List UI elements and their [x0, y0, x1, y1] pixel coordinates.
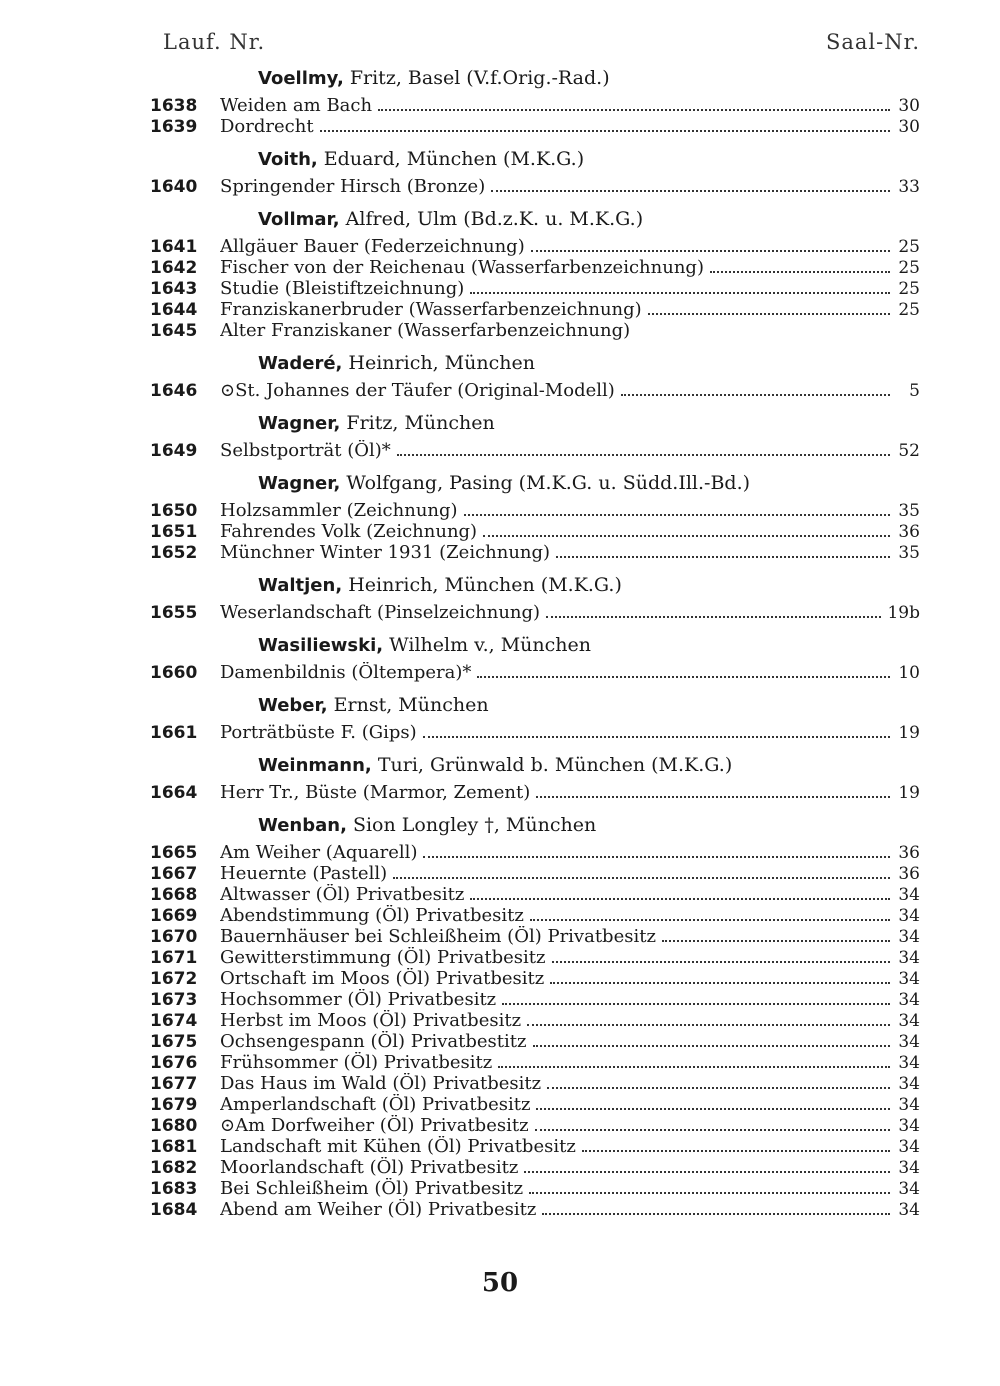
entry-title: Amperlandschaft (Öl) Privatbesitz	[220, 1094, 531, 1115]
entry-hall-number: 25	[898, 300, 920, 320]
entry-number: 1682	[150, 1158, 198, 1178]
entry-hall-number: 34	[898, 1158, 920, 1178]
entry-number: 1683	[150, 1179, 198, 1199]
entry-hall-number: 52	[898, 441, 920, 461]
entry-hall-number: 34	[898, 1200, 920, 1220]
entry-number: 1638	[150, 96, 198, 116]
dot-leader	[483, 535, 890, 537]
entry-title: Am Weiher (Aquarell)	[220, 842, 418, 863]
artist-name: Voith,	[258, 149, 318, 170]
artist-heading	[150, 351, 920, 376]
entry-title: Weserlandschaft (Pinselzeichnung)	[220, 602, 541, 623]
entry-hall-number: 34	[898, 1011, 920, 1031]
dot-leader	[320, 130, 890, 132]
entry-title: Bauernhäuser bei Schleißheim (Öl) Privatbesitz	[220, 926, 656, 947]
catalog-entry	[150, 257, 920, 278]
entry-title: Herbst im Moos (Öl) Privatbesitz	[220, 1010, 522, 1031]
dot-leader	[536, 1108, 890, 1110]
entry-number: 1652	[150, 543, 198, 563]
entry-title: Hochsommer (Öl) Privatbesitz	[220, 989, 497, 1010]
dot-leader	[556, 556, 890, 558]
artist-details: Turi, Grünwald b. München (M.K.G.)	[377, 754, 733, 776]
entry-title: Alter Franziskaner (Wasserfarbenzeichnung)	[220, 320, 631, 341]
dot-leader	[423, 856, 890, 858]
catalog-entry	[150, 1136, 920, 1157]
dot-leader	[710, 271, 890, 273]
catalog-entry	[150, 521, 920, 542]
entry-hall-number: 19	[898, 783, 920, 803]
entry-title: Weiden am Bach	[220, 95, 373, 116]
entry-number: 1664	[150, 783, 198, 803]
entry-hall-number: 35	[898, 543, 920, 563]
entry-number: 1681	[150, 1137, 198, 1157]
entry-hall-number: 36	[898, 864, 920, 884]
dot-leader	[536, 796, 890, 798]
dot-leader	[547, 1087, 890, 1089]
entry-title: Fischer von der Reichenau (Wasserfarbenzeichnung)	[220, 257, 704, 278]
entry-number: 1673	[150, 990, 198, 1010]
dot-leader	[662, 940, 890, 942]
entry-number: 1650	[150, 501, 198, 521]
entry-number: 1680	[150, 1116, 198, 1136]
dot-leader	[524, 1171, 890, 1173]
entry-title: Holzsammler (Zeichnung)	[220, 500, 458, 521]
dot-leader	[533, 1045, 891, 1047]
entry-hall-number: 34	[898, 990, 920, 1010]
entry-hall-number: 34	[898, 906, 920, 926]
entry-title: Ochsengespann (Öl) Privatbestitz	[220, 1031, 527, 1052]
entry-number: 1676	[150, 1053, 198, 1073]
entry-number: 1670	[150, 927, 198, 947]
entry-number: 1641	[150, 237, 198, 257]
catalog-entry	[150, 500, 920, 521]
entry-title: Springender Hirsch (Bronze)	[220, 176, 486, 197]
artist-heading	[150, 753, 920, 778]
artist-details: Eduard, München (M.K.G.)	[323, 148, 585, 170]
artist-heading	[150, 813, 920, 838]
dot-leader	[491, 190, 890, 192]
dot-leader	[531, 250, 890, 252]
artist-name: Weber,	[258, 695, 328, 716]
entry-title: Bei Schleißheim (Öl) Privatbesitz	[220, 1178, 524, 1199]
entry-number: 1674	[150, 1011, 198, 1031]
entry-title: Porträtbüste F. (Gips)	[220, 722, 417, 743]
dot-leader	[529, 1192, 890, 1194]
entry-hall-number: 5	[909, 381, 920, 401]
column-header-running-number: Lauf. Nr.	[163, 30, 266, 54]
entry-hall-number: 36	[898, 843, 920, 863]
entry-hall-number: 34	[898, 969, 920, 989]
catalog-entry	[150, 95, 920, 116]
dot-leader	[550, 982, 890, 984]
dot-leader	[502, 1003, 890, 1005]
dot-leader	[464, 514, 890, 516]
entry-number: 1672	[150, 969, 198, 989]
entry-hall-number: 30	[898, 117, 920, 137]
entry-title: Franziskanerbruder (Wasserfarbenzeichnung)	[220, 299, 642, 320]
entry-title: ⊙St. Johannes der Täufer (Original-Modell)	[220, 380, 615, 401]
artist-heading	[150, 207, 920, 232]
catalog-entry	[150, 440, 920, 461]
artist-heading	[150, 573, 920, 598]
artist-name: Waderé,	[258, 353, 343, 374]
entry-hall-number: 34	[898, 1053, 920, 1073]
entry-title: Fahrendes Volk (Zeichnung)	[220, 521, 478, 542]
entry-hall-number: 34	[898, 1137, 920, 1157]
entry-title: Abend am Weiher (Öl) Privatbesitz	[220, 1199, 537, 1220]
entry-number: 1660	[150, 663, 198, 683]
entry-title: Damenbildnis (Öltempera)*	[220, 662, 472, 683]
dot-leader	[552, 961, 891, 963]
catalog-entry	[150, 863, 920, 884]
artist-details: Fritz, München	[346, 412, 495, 434]
catalog-entry	[150, 905, 920, 926]
dot-leader	[621, 394, 890, 396]
entry-hall-number: 34	[898, 1074, 920, 1094]
artist-details: Fritz, Basel (V.f.Orig.-Rad.)	[349, 67, 610, 89]
artist-name: Vollmar,	[258, 209, 340, 230]
entry-hall-number: 30	[898, 96, 920, 116]
entry-number: 1646	[150, 381, 198, 401]
entry-hall-number: 10	[898, 663, 920, 683]
entry-number: 1642	[150, 258, 198, 278]
entry-hall-number: 34	[898, 1095, 920, 1115]
catalog-entry	[150, 116, 920, 137]
entry-number: 1640	[150, 177, 198, 197]
entry-title: Altwasser (Öl) Privatbesitz	[220, 884, 465, 905]
artist-name: Wagner,	[258, 473, 341, 494]
dot-leader	[530, 919, 890, 921]
catalog-entry	[150, 722, 920, 743]
dot-leader	[535, 1129, 890, 1131]
entry-number: 1665	[150, 843, 198, 863]
artist-details: Heinrich, München (M.K.G.)	[348, 574, 622, 596]
entry-number: 1671	[150, 948, 198, 968]
entry-hall-number: 25	[898, 279, 920, 299]
entry-number: 1645	[150, 321, 198, 341]
dot-leader	[546, 616, 881, 618]
dot-leader	[648, 313, 890, 315]
entry-title: ⊙Am Dorfweiher (Öl) Privatbesitz	[220, 1115, 529, 1136]
catalog-entry	[150, 602, 920, 623]
entry-number: 1669	[150, 906, 198, 926]
artist-heading	[150, 66, 920, 91]
entry-number: 1649	[150, 441, 198, 461]
catalog-entry	[150, 1073, 920, 1094]
catalog-entry	[150, 989, 920, 1010]
entry-number: 1655	[150, 603, 198, 623]
catalog-entry	[150, 1157, 920, 1178]
entry-hall-number: 34	[898, 1032, 920, 1052]
entry-title: Selbstporträt (Öl)*	[220, 440, 391, 461]
catalog-entry	[150, 1094, 920, 1115]
catalog-entry	[150, 1199, 920, 1220]
artist-details: Heinrich, München	[348, 352, 535, 374]
entry-hall-number: 34	[898, 927, 920, 947]
entry-number: 1677	[150, 1074, 198, 1094]
artist-details: Ernst, München	[333, 694, 489, 716]
entry-hall-number: 34	[898, 948, 920, 968]
dot-leader	[470, 292, 890, 294]
entry-number: 1661	[150, 723, 198, 743]
entry-hall-number: 25	[898, 258, 920, 278]
catalog-entry	[150, 1178, 920, 1199]
dot-leader	[477, 676, 890, 678]
artist-details: Wolfgang, Pasing (M.K.G. u. Südd.Ill.-Bd.)	[346, 472, 751, 494]
catalog-entry	[150, 662, 920, 683]
entry-number: 1639	[150, 117, 198, 137]
catalog-entry	[150, 947, 920, 968]
entry-number: 1644	[150, 300, 198, 320]
entry-hall-number: 34	[898, 885, 920, 905]
entry-number: 1651	[150, 522, 198, 542]
artist-name: Voellmy,	[258, 68, 344, 89]
catalog-entry	[150, 176, 920, 197]
artist-name: Weinmann,	[258, 755, 372, 776]
entry-title: Allgäuer Bauer (Federzeichnung)	[220, 236, 525, 257]
dot-leader	[470, 898, 890, 900]
dot-leader	[582, 1150, 890, 1152]
entry-number: 1667	[150, 864, 198, 884]
catalog-entry	[150, 1010, 920, 1031]
catalog-entry	[150, 1115, 920, 1136]
entry-title: Studie (Bleistiftzeichnung)	[220, 278, 465, 299]
entry-number: 1668	[150, 885, 198, 905]
catalog-entry	[150, 926, 920, 947]
catalog-entry	[150, 884, 920, 905]
catalog-entry	[150, 1052, 920, 1073]
entry-title: Moorlandschaft (Öl) Privatbesitz	[220, 1157, 519, 1178]
catalog-entry	[150, 380, 920, 401]
dot-leader	[423, 736, 890, 738]
column-header-hall-number: Saal-Nr.	[825, 30, 920, 54]
catalog-entry	[150, 968, 920, 989]
entry-hall-number: 19b	[887, 603, 920, 623]
artist-heading	[150, 633, 920, 658]
entry-title: Landschaft mit Kühen (Öl) Privatbesitz	[220, 1136, 576, 1157]
entry-title: Frühsommer (Öl) Privatbesitz	[220, 1052, 493, 1073]
dot-leader	[393, 877, 890, 879]
catalog-entries	[150, 66, 920, 1220]
catalog-entry	[150, 1031, 920, 1052]
catalog-entry	[150, 278, 920, 299]
catalog-entry	[150, 320, 920, 341]
page-number: 50	[481, 1268, 519, 1298]
artist-name: Wasiliewski,	[258, 635, 384, 656]
entry-title: Herr Tr., Büste (Marmor, Zement)	[220, 782, 531, 803]
dot-leader	[542, 1213, 890, 1215]
entry-hall-number: 35	[898, 501, 920, 521]
entry-title: Abendstimmung (Öl) Privatbesitz	[220, 905, 524, 926]
entry-title: Ortschaft im Moos (Öl) Privatbesitz	[220, 968, 545, 989]
catalog-entry	[150, 782, 920, 803]
entry-title: Gewitterstimmung (Öl) Privatbesitz	[220, 947, 546, 968]
artist-details: Sion Longley †, München	[352, 814, 597, 836]
artist-heading	[150, 693, 920, 718]
dot-leader	[397, 454, 890, 456]
artist-heading	[150, 147, 920, 172]
artist-details: Wilhelm v., München	[389, 634, 592, 656]
dot-leader	[527, 1024, 890, 1026]
entry-number: 1643	[150, 279, 198, 299]
entry-hall-number: 34	[898, 1116, 920, 1136]
artist-heading	[150, 471, 920, 496]
entry-number: 1684	[150, 1200, 198, 1220]
catalog-entry	[150, 842, 920, 863]
artist-heading	[150, 411, 920, 436]
catalog-entry	[150, 299, 920, 320]
artist-name: Waltjen,	[258, 575, 343, 596]
entry-number: 1675	[150, 1032, 198, 1052]
entry-hall-number: 34	[898, 1179, 920, 1199]
entry-hall-number: 19	[898, 723, 920, 743]
entry-hall-number: 33	[898, 177, 920, 197]
artist-name: Wagner,	[258, 413, 341, 434]
artist-name: Wenban,	[258, 815, 347, 836]
entry-hall-number: 36	[898, 522, 920, 542]
catalog-entry	[150, 236, 920, 257]
entry-title: Münchner Winter 1931 (Zeichnung)	[220, 542, 551, 563]
dot-leader	[378, 109, 890, 111]
entry-title: Das Haus im Wald (Öl) Privatbesitz	[220, 1073, 542, 1094]
artist-details: Alfred, Ulm (Bd.z.K. u. M.K.G.)	[345, 208, 644, 230]
dot-leader	[498, 1066, 890, 1068]
entry-number: 1679	[150, 1095, 198, 1115]
catalog-entry	[150, 542, 920, 563]
entry-title: Heuernte (Pastell)	[220, 863, 388, 884]
entry-hall-number: 25	[898, 237, 920, 257]
entry-title: Dordrecht	[220, 116, 314, 137]
